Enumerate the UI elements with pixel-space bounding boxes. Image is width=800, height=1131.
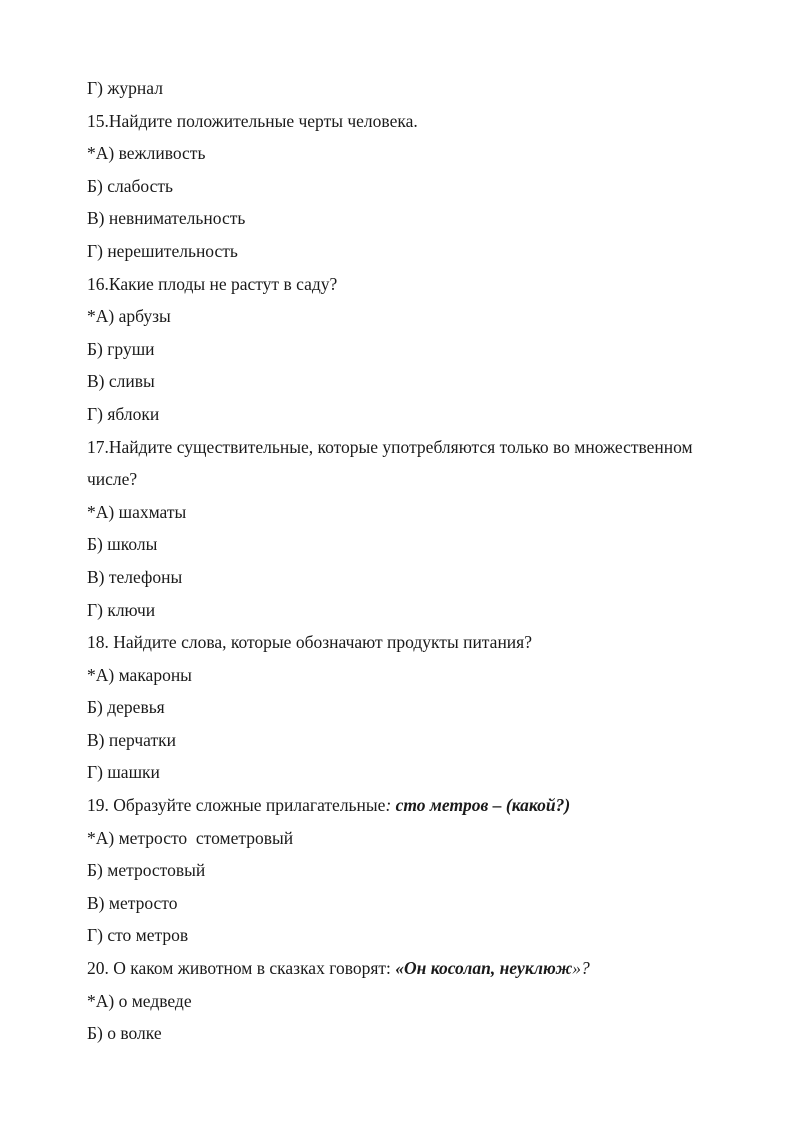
answer-option: Б) школы (87, 534, 158, 555)
question-20-text: 20. О каком животном в сказках говорят: (87, 958, 396, 979)
question-19-emphasis: сто метров – (какой?) (391, 795, 571, 816)
answer-option: Б) метростовый (87, 860, 206, 881)
answer-option: Г) шашки (87, 762, 160, 783)
answer-option: Г) журнал (87, 78, 163, 98)
answer-option: *А) шахматы (87, 501, 187, 522)
answer-option: *А) метросто стометровый (87, 827, 294, 848)
answer-option: *А) арбузы (87, 306, 171, 327)
question-20-quote-end: »? (572, 958, 590, 979)
answer-option: *А) вежливость (87, 143, 206, 164)
question-17: 17.Найдите существительные, которые употребляются только во множественном (87, 436, 693, 457)
answer-option: Г) сто метров (87, 925, 189, 946)
question-20-quote: «Он косолап, неуклюж (395, 958, 573, 979)
answer-option: Б) деревья (87, 697, 165, 718)
question-20 (87, 952, 757, 985)
question-18: 18. Найдите слова, которые обозначают продукты питания? (87, 632, 532, 653)
answer-option: Б) о волке (87, 1023, 162, 1044)
answer-option: В) невнимательность (87, 208, 246, 229)
answer-option: В) сливы (87, 371, 155, 392)
answer-option: В) телефоны (87, 566, 183, 587)
answer-option: Б) слабость (87, 175, 174, 196)
document-content (87, 72, 757, 1050)
answer-option: *А) макароны (87, 664, 192, 685)
question-15: 15.Найдите положительные черты человека. (87, 110, 418, 131)
question-17-continuation: числе? (87, 469, 138, 490)
answer-option: Г) яблоки (87, 403, 160, 424)
question-16: 16.Какие плоды не растут в саду? (87, 273, 338, 294)
question-19-text: 19. Образуйте сложные прилагательные (87, 795, 386, 816)
answer-option: Б) груши (87, 338, 155, 359)
answer-option: В) метросто (87, 892, 178, 913)
answer-option: *А) о медведе (87, 990, 192, 1011)
answer-option: В) перчатки (87, 729, 176, 750)
question-19-colon: : (385, 795, 392, 816)
question-19 (87, 789, 757, 822)
answer-option: Г) ключи (87, 599, 156, 620)
answer-option: Г) нерешительность (87, 240, 238, 261)
